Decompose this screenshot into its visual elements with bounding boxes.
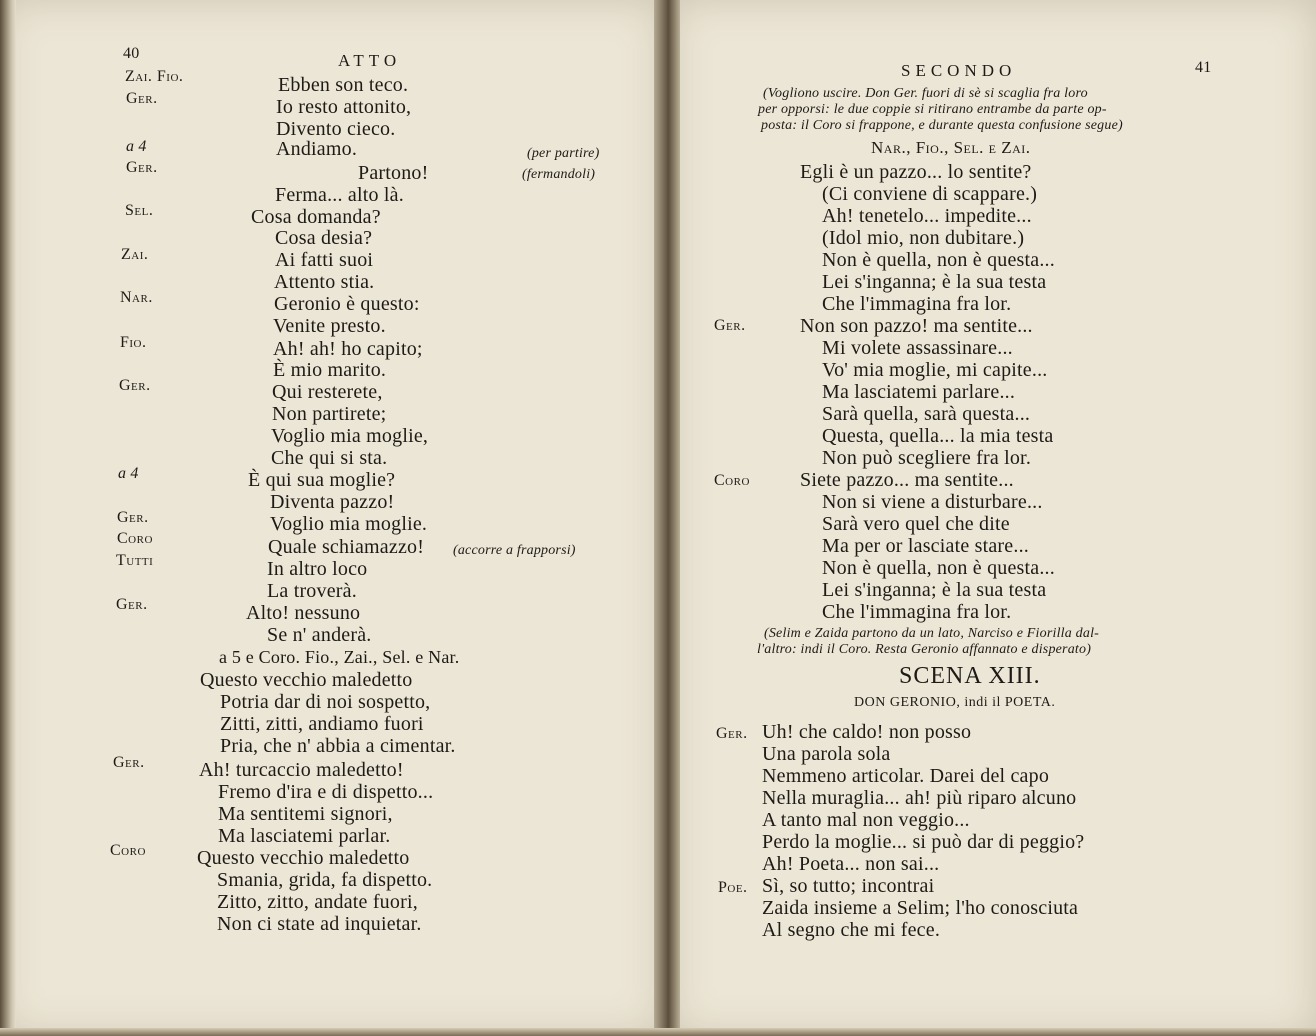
book-edge xyxy=(0,0,16,1036)
speaker-label: Ger. xyxy=(116,596,148,613)
verse-line: Io resto attonito, xyxy=(276,96,412,118)
speaker-label: Ger. xyxy=(119,377,151,394)
verse-line: Diventa pazzo! xyxy=(270,491,395,513)
ensemble-heading: a 5 e Coro. Fio., Zai., Sel. e Nar. xyxy=(219,647,460,667)
verse-line: (Idol mio, non dubitare.) xyxy=(822,227,1025,249)
verse-line: Potria dar di noi sospetto, xyxy=(220,691,431,713)
stage-direction: (per partire) xyxy=(527,146,600,161)
verse-line: Andiamo. xyxy=(276,138,358,160)
speaker-label: Ger. xyxy=(716,725,748,742)
verse-line: Se n' anderà. xyxy=(267,624,372,646)
speaker-label: Fio. xyxy=(120,334,147,351)
verse-line: A tanto mal non veggio... xyxy=(762,809,970,831)
verse-line: Lei s'inganna; è la sua testa xyxy=(822,579,1047,601)
scene-characters: DON GERONIO, indi il POETA. xyxy=(854,695,1056,710)
verse-line: Non può scegliere fra lor. xyxy=(822,447,1032,469)
verse-line: Lei s'inganna; è la sua testa xyxy=(822,271,1047,293)
verse-line: Non è quella, non è questa... xyxy=(822,249,1055,271)
stage-direction-line: (Selim e Zaida partono da un lato, Narciso e Fiorilla dal- xyxy=(764,626,1100,641)
verse-line: Ma sentitemi signori, xyxy=(218,803,393,825)
speaker-label: Ger. xyxy=(714,317,746,334)
verse-line: Smania, grida, fa dispetto. xyxy=(217,869,433,891)
verse-line: Ma lasciatemi parlare... xyxy=(822,381,1016,403)
verse-line: Nemmeno articolar. Darei del capo xyxy=(762,765,1050,787)
verse-line: Ma lasciatemi parlar. xyxy=(218,825,391,847)
verse-line: Partono! xyxy=(358,162,429,184)
verse-line: Geronio è questo: xyxy=(274,293,420,315)
verse-line: Che qui si sta. xyxy=(271,447,388,469)
verse-line: Non ci state ad inquietar. xyxy=(217,913,422,935)
verse-line: Zaida insieme a Selim; l'ho conosciuta xyxy=(762,897,1079,919)
verse-line: Ah! ah! ho capito; xyxy=(273,338,423,360)
verse-line: Qui resterete, xyxy=(272,381,383,403)
verse-line: Venite presto. xyxy=(273,315,386,337)
verse-line: Alto! nessuno xyxy=(246,602,361,624)
verse-line: Ferma... alto là. xyxy=(275,184,404,206)
speaker-label: Zai. Fio. xyxy=(125,68,184,85)
verse-line: Questo vecchio maledetto xyxy=(200,669,413,691)
scene-title: SCENA XIII. xyxy=(899,663,1041,689)
speaker-label: Coro xyxy=(714,472,750,489)
stage-direction: (accorre a frapporsi) xyxy=(453,543,576,558)
verse-line: Questo vecchio maledetto xyxy=(197,847,410,869)
verse-line: Zitti, zitti, andiamo fuori xyxy=(220,713,424,735)
page-number-right: 41 xyxy=(1195,59,1212,76)
verse-line: Una parola sola xyxy=(762,743,891,765)
verse-line: Che l'immagina fra lor. xyxy=(822,601,1012,623)
speaker-label: Nar. xyxy=(120,289,153,306)
verse-line: Voglio mia moglie, xyxy=(271,425,429,447)
verse-line: Fremo d'ira e di dispetto... xyxy=(218,781,434,803)
verse-line: Uh! che caldo! non posso xyxy=(762,721,972,743)
verse-line: Non è quella, non è questa... xyxy=(822,557,1055,579)
verse-line: Perdo la moglie... si può dar di peggio? xyxy=(762,831,1085,853)
verse-line: Voglio mia moglie. xyxy=(270,513,428,535)
book-gutter xyxy=(654,0,680,1036)
speaker-label: Coro xyxy=(110,842,146,859)
verse-line: Ah! Poeta... non sai... xyxy=(762,853,940,875)
verse-line: In altro loco xyxy=(267,558,368,580)
speaker-label: Zai. xyxy=(121,246,149,263)
verse-line: Non son pazzo! ma sentite... xyxy=(800,315,1033,337)
verse-line: Non si viene a disturbare... xyxy=(822,491,1043,513)
stage-direction-line: (Vogliono uscire. Don Ger. fuori di sè si scaglia fra loro xyxy=(763,86,1088,101)
stage-direction-line: l'altro: indi il Coro. Resta Geronio affannato e disperato) xyxy=(757,642,1092,657)
verse-line: Quale schiamazzo! xyxy=(268,536,425,558)
verse-line: Sarà vero quel che dite xyxy=(822,513,1010,535)
speaker-label: a 4 xyxy=(126,138,147,155)
page-number-left: 40 xyxy=(123,45,140,62)
stage-direction: (fermandoli) xyxy=(522,167,596,182)
verse-line: Al segno che mi fece. xyxy=(762,919,941,941)
book-bottom-edge xyxy=(0,1028,1316,1036)
stage-direction-line: posta: il Coro si frappone, e durante questa confusione segue) xyxy=(761,118,1123,133)
verse-line: Vo' mia moglie, mi capite... xyxy=(822,359,1048,381)
speaker-label: Ger. xyxy=(117,509,149,526)
verse-line: La troverà. xyxy=(267,580,357,602)
verse-line: Che l'immagina fra lor. xyxy=(822,293,1012,315)
speaker-label: Ger. xyxy=(126,90,158,107)
verse-line: Ai fatti suoi xyxy=(275,249,374,271)
verse-line: Ah! tenetelo... impedite... xyxy=(822,205,1032,227)
verse-line: Cosa desia? xyxy=(275,227,373,249)
verse-line: Ah! turcaccio maledetto! xyxy=(199,759,404,781)
speaker-label: Ger. xyxy=(126,159,158,176)
speaker-group: Nar., Fio., Sel. e Zai. xyxy=(871,138,1031,157)
speaker-label: Ger. xyxy=(113,754,145,771)
verse-line: Sarà quella, sarà questa... xyxy=(822,403,1031,425)
verse-line: Siete pazzo... ma sentite... xyxy=(800,469,1014,491)
running-header-right: SECONDO xyxy=(901,61,1017,80)
verse-line: Egli è un pazzo... lo sentite? xyxy=(800,161,1032,183)
verse-line: Ebben son teco. xyxy=(278,74,409,96)
verse-line: (Ci conviene di scappare.) xyxy=(822,183,1038,205)
verse-line: Divento cieco. xyxy=(276,118,396,140)
speaker-label: Sel. xyxy=(125,202,154,219)
stage-direction-line: per opporsi: le due coppie si ritirano entrambe da parte op- xyxy=(758,102,1107,117)
verse-line: Sì, so tutto; incontrai xyxy=(762,875,935,897)
verse-line: Ma per or lasciate stare... xyxy=(822,535,1029,557)
verse-line: Attento stia. xyxy=(274,271,375,293)
verse-line: È mio marito. xyxy=(273,359,387,381)
verse-line: Mi volete assassinare... xyxy=(822,337,1013,359)
verse-line: Questa, quella... la mia testa xyxy=(822,425,1054,447)
speaker-label: Coro xyxy=(117,530,153,547)
verse-line: Non partirete; xyxy=(272,403,387,425)
verse-line: Cosa domanda? xyxy=(251,206,381,228)
verse-line: Pria, che n' abbia a cimentar. xyxy=(220,735,456,757)
speaker-label: Poe. xyxy=(718,879,748,896)
running-header-left: ATTO xyxy=(338,51,402,70)
verse-line: Nella muraglia... ah! più riparo alcuno xyxy=(762,787,1077,809)
speaker-label: a 4 xyxy=(118,465,139,482)
speaker-label: Tutti xyxy=(116,552,154,569)
verse-line: È qui sua moglie? xyxy=(248,469,396,491)
verse-line: Zitto, zitto, andate fuori, xyxy=(217,891,418,913)
